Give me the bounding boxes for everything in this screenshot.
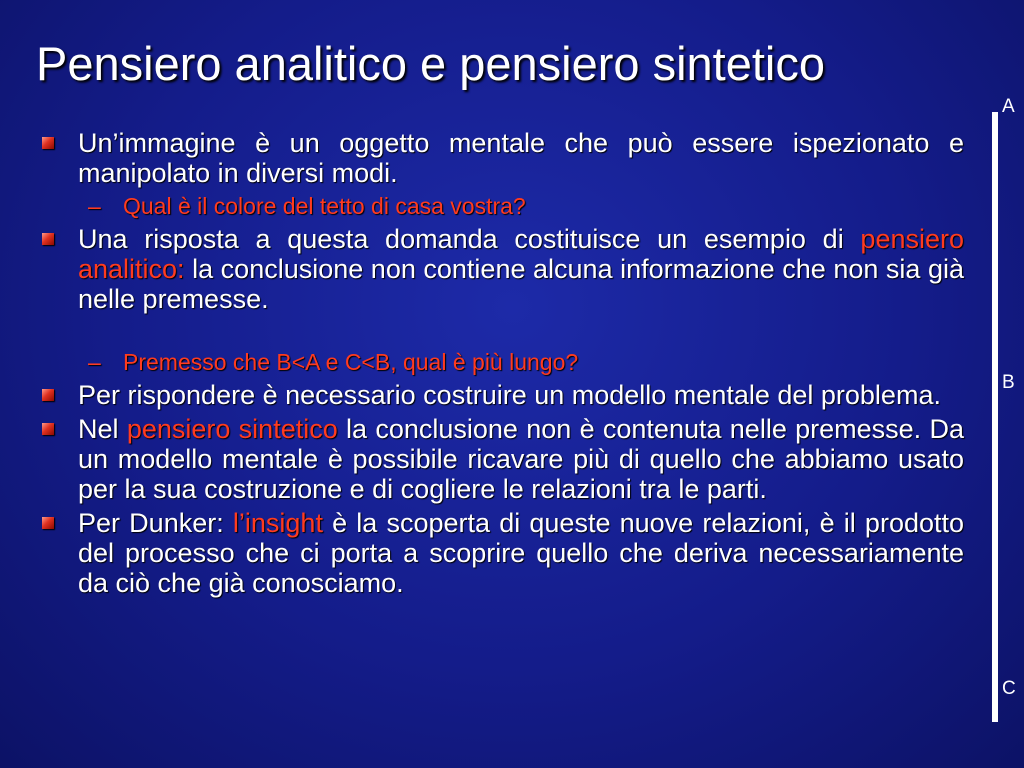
- slide-title: Pensiero analitico e pensiero sintetico: [36, 37, 826, 90]
- bullet-text: la conclusione non è contenuta nelle premesse. Da un modello mentale è possibile ricavare più di quello che abbiamo usato per la sua costruzione e di cogliere le relazioni tra le parti.: [78, 414, 964, 504]
- bullet-text: Per Dunker:: [78, 508, 233, 538]
- bullet-item: [40, 508, 964, 598]
- bullet-text: Un’immagine è un oggetto mentale che può essere ispezionato e manipolato in diversi modi.: [78, 128, 964, 188]
- sub-bullet-item: [40, 348, 964, 376]
- dash-marker: –: [88, 193, 101, 219]
- sub-bullet-text: Premesso che B<A e C<B, qual è più lungo?: [123, 349, 579, 375]
- highlight-term: pensiero sintetico: [126, 414, 338, 444]
- bullet-square-icon: [42, 389, 54, 401]
- highlight-term: l’insight: [232, 508, 323, 538]
- sub-bullet-text: Qual è il colore del tetto di casa vostra?: [123, 193, 526, 219]
- bullet-text: Per rispondere è necessario costruire un modello mentale del problema.: [78, 380, 941, 410]
- bullet-text: Nel: [78, 414, 127, 444]
- sub-bullet-item: [40, 192, 964, 220]
- bullet-text: Una risposta a questa domanda costituisce un esempio di: [78, 224, 861, 254]
- bullet-item: [40, 128, 964, 188]
- bullet-square-icon: [42, 233, 54, 245]
- axis-label-a: A: [1002, 96, 1015, 117]
- bullet-square-icon: [42, 423, 54, 435]
- bullet-item: [40, 380, 964, 410]
- axis-label-b: B: [1002, 372, 1015, 393]
- axis-label-c: C: [1002, 678, 1016, 699]
- bullet-item: [40, 224, 964, 314]
- slide-body: [40, 128, 964, 598]
- bullet-text: è la scoperta di queste nuove relazioni, è il prodotto del processo che ci porta a scoprire quello che deriva necessariamente da ciò che già conosciamo.: [78, 508, 965, 598]
- bullet-square-icon: [42, 517, 54, 529]
- bullet-item: [40, 414, 964, 504]
- bullet-square-icon: [42, 137, 54, 149]
- dash-marker: –: [88, 349, 101, 375]
- vertical-axis-line: [992, 112, 998, 722]
- bullet-text: la conclusione non contiene alcuna informazione che non sia già nelle premesse.: [78, 254, 964, 314]
- highlight-term: pensiero analitico:: [78, 224, 964, 284]
